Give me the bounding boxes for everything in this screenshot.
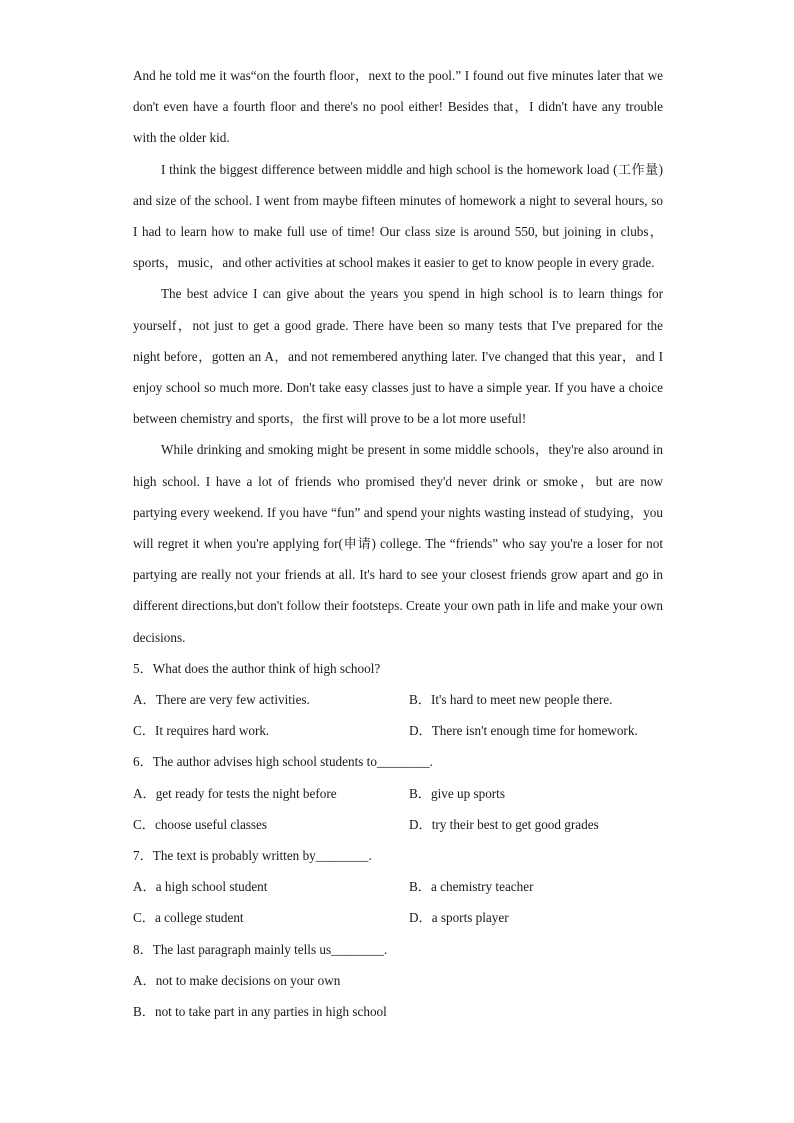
passage-paragraph: While drinking and smoking might be present in some middle schools，they're also around in high school. I have a lot of friends who promised they'd never drink or smoke，but are now partying every weekend. If you have “fun” and spend your nights wasting instead of studying，you will regret it when you're applying for(申请) college. The “friends” who say you're a loser for not partying are really not your friends at all. It's hard to see your closest friends grow apart and go in different directions,but don't follow their footsteps. Create your own path in life and make your own decisions. bbox=[133, 442, 663, 645]
option-row bbox=[133, 778, 663, 809]
option-row bbox=[133, 871, 663, 902]
option-b: B．a chemistry teacher bbox=[409, 879, 534, 895]
document-page bbox=[133, 60, 663, 1027]
option-a: A．not to make decisions on your own bbox=[133, 972, 341, 988]
question-5 bbox=[133, 653, 663, 747]
option-c: C．a college student bbox=[133, 910, 244, 926]
option-b: B．It's hard to meet new people there. bbox=[409, 692, 613, 708]
option-row bbox=[133, 809, 663, 840]
option-d: D．a sports player bbox=[409, 910, 509, 926]
question-stem: 6．The author advises high school students to________. bbox=[133, 754, 433, 770]
option-a: A．a high school student bbox=[133, 879, 268, 895]
option-d: D．try their best to get good grades bbox=[409, 816, 599, 832]
option-b: B．not to take part in any parties in high school bbox=[133, 1004, 387, 1020]
option-d: D．There isn't enough time for homework. bbox=[409, 723, 638, 739]
question-stem: 5．What does the author think of high school? bbox=[133, 660, 381, 676]
option-row bbox=[133, 902, 663, 933]
question-8 bbox=[133, 934, 663, 1028]
option-a: A．There are very few activities. bbox=[133, 692, 310, 708]
option-c: C．choose useful classes bbox=[133, 816, 268, 832]
passage-paragraph: And he told me it was“on the fourth floor，next to the pool.” I found out five minutes later that we don't even have a fourth floor and there's no pool either! Besides that，I didn't have any trouble with the older kid. bbox=[133, 68, 663, 146]
option-row bbox=[133, 715, 663, 746]
passage-paragraph: The best advice I can give about the years you spend in high school is to learn things for yourself，not just to get a good grade. There have been so many tests that I've prepared for the night before，gotten an A，and not remembered anything later. I've changed that this year，and I enjoy school so much more. Don't take easy classes just to have a simple year. If you have a choice between chemistry and sports，the first will prove to be a lot more useful! bbox=[133, 286, 663, 427]
option-row bbox=[133, 684, 663, 715]
option-c: C．It requires hard work. bbox=[133, 723, 270, 739]
question-stem: 7．The text is probably written by________. bbox=[133, 848, 372, 864]
question-7 bbox=[133, 840, 663, 934]
option-a: A．get ready for tests the night before bbox=[133, 785, 337, 801]
passage-paragraph: I think the biggest difference between middle and high school is the homework load (工作量) and size of the school. I went from maybe fifteen minutes of homework a night to several hours, so I had to learn how to make full use of time! Our class size is around 550, but joining in clubs，sports，music，and other activities at school makes it easier to get to know people in every grade. bbox=[133, 161, 663, 271]
question-stem: 8．The last paragraph mainly tells us________. bbox=[133, 941, 388, 957]
question-6 bbox=[133, 746, 663, 840]
option-b: B．give up sports bbox=[409, 785, 505, 801]
